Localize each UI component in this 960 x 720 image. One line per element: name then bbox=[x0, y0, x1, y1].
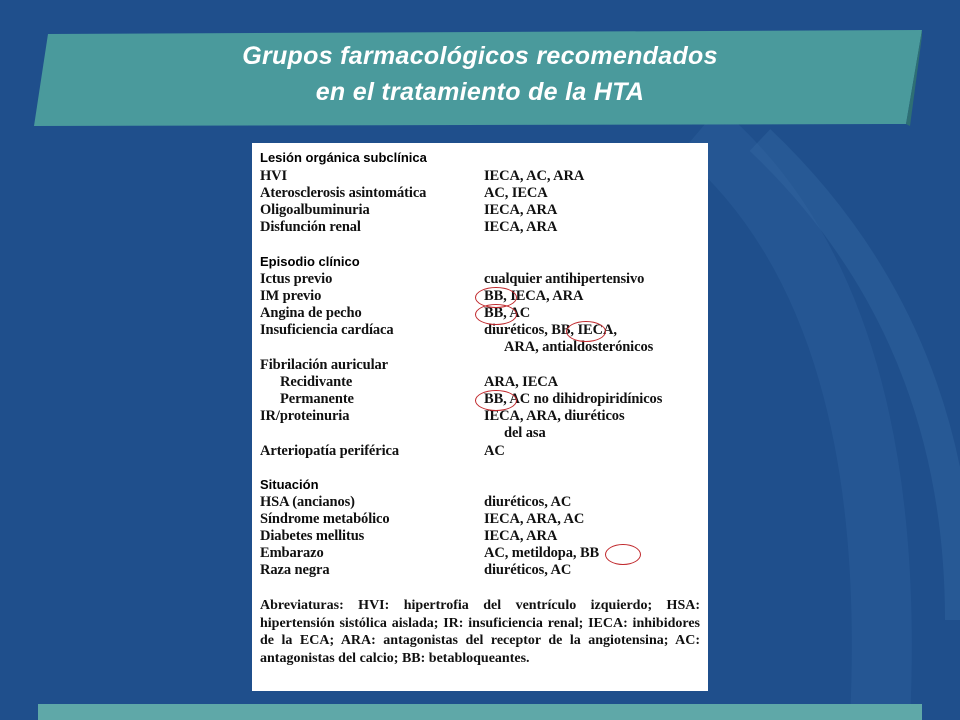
condition-cell: Oligoalbuminuria bbox=[260, 202, 370, 218]
condition-cell: Ictus previo bbox=[260, 271, 333, 287]
drugs-cell: AC, IECA bbox=[484, 185, 548, 201]
table-row bbox=[252, 528, 708, 545]
drugs-cell: ARA, antialdosterónicos bbox=[504, 339, 654, 355]
drugs-cell: ARA, IECA bbox=[484, 374, 559, 390]
table-row bbox=[252, 271, 708, 288]
table-row bbox=[252, 185, 708, 202]
drugs-cell: IECA, ARA bbox=[484, 528, 558, 544]
condition-cell: Angina de pecho bbox=[260, 305, 362, 321]
drugs-cell: AC, metildopa, BB bbox=[484, 545, 600, 561]
table-row bbox=[252, 322, 708, 339]
section-heading: Lesión orgánica subclínica bbox=[260, 150, 427, 165]
drugs-cell: BB, AC no dihidropiridínicos bbox=[484, 391, 663, 407]
table-row bbox=[252, 562, 708, 579]
condition-cell: Insuficiencia cardíaca bbox=[260, 322, 394, 338]
drugs-cell: IECA, ARA bbox=[484, 202, 558, 218]
drugs-cell: IECA, ARA bbox=[484, 219, 558, 235]
abbreviations-note: Abreviaturas: HVI: hipertrofia del ventrículo izquierdo; HSA: hipertensión sistólica aislada; IR: insuficiencia renal; IECA: inhibidores de la ECA; ARA: antagonistas del receptor de la angiotensina; AC: antagonistas del calcio; BB: betabloqueantes. bbox=[260, 598, 700, 666]
section-heading: Episodio clínico bbox=[260, 254, 360, 269]
section-heading: Situación bbox=[260, 477, 319, 492]
table-row bbox=[252, 219, 708, 236]
drugs-cell: AC bbox=[484, 443, 505, 459]
table-row bbox=[252, 425, 708, 442]
condition-cell: IR/proteinuria bbox=[260, 408, 350, 424]
condition-cell: HSA (ancianos) bbox=[260, 494, 355, 510]
condition-cell: Embarazo bbox=[260, 545, 324, 561]
table-row bbox=[252, 494, 708, 511]
table-row bbox=[252, 374, 708, 391]
drugs-cell: BB, AC bbox=[484, 305, 531, 321]
bb-highlight-circle bbox=[475, 390, 517, 411]
drugs-cell: IECA, AC, ARA bbox=[484, 168, 585, 184]
drugs-cell: cualquier antihipertensivo bbox=[484, 271, 645, 287]
drugs-cell: IECA, ARA, AC bbox=[484, 511, 585, 527]
table-row bbox=[252, 357, 708, 374]
condition-cell: Permanente bbox=[280, 391, 354, 407]
condition-cell: Disfunción renal bbox=[260, 219, 361, 235]
condition-cell: Diabetes mellitus bbox=[260, 528, 365, 544]
drugs-cell: diuréticos, AC bbox=[484, 494, 572, 510]
condition-cell: Fibrilación auricular bbox=[260, 357, 388, 373]
slide-title-line-2: en el tratamiento de la HTA bbox=[315, 78, 645, 106]
bb-highlight-circle bbox=[475, 304, 517, 325]
table-row bbox=[252, 511, 708, 528]
table-row bbox=[252, 339, 708, 356]
drugs-cell: del asa bbox=[504, 425, 546, 441]
bb-highlight-circle bbox=[566, 321, 606, 342]
recommendation-table bbox=[252, 143, 708, 691]
condition-cell: Aterosclerosis asintomática bbox=[260, 185, 427, 201]
drugs-cell: diuréticos, BB, IECA, bbox=[484, 322, 617, 338]
condition-cell: Raza negra bbox=[260, 562, 330, 578]
table-row bbox=[252, 168, 708, 185]
table-row bbox=[252, 408, 708, 425]
drugs-cell: IECA, ARA, diuréticos bbox=[484, 408, 625, 424]
condition-cell: Recidivante bbox=[280, 374, 353, 390]
slide-title-line-1: Grupos farmacológicos recomendados bbox=[242, 42, 718, 70]
table-row bbox=[252, 202, 708, 219]
condition-cell: Síndrome metabólico bbox=[260, 511, 390, 527]
condition-cell: Arteriopatía periférica bbox=[260, 443, 400, 459]
bottom-bar bbox=[38, 704, 922, 720]
drugs-cell: BB, IECA, ARA bbox=[484, 288, 584, 304]
bb-highlight-circle bbox=[605, 544, 641, 565]
slide-title bbox=[50, 38, 910, 110]
condition-cell: HVI bbox=[260, 168, 288, 184]
table-row bbox=[252, 443, 708, 460]
condition-cell: IM previo bbox=[260, 288, 322, 304]
drugs-cell: diuréticos, AC bbox=[484, 562, 572, 578]
